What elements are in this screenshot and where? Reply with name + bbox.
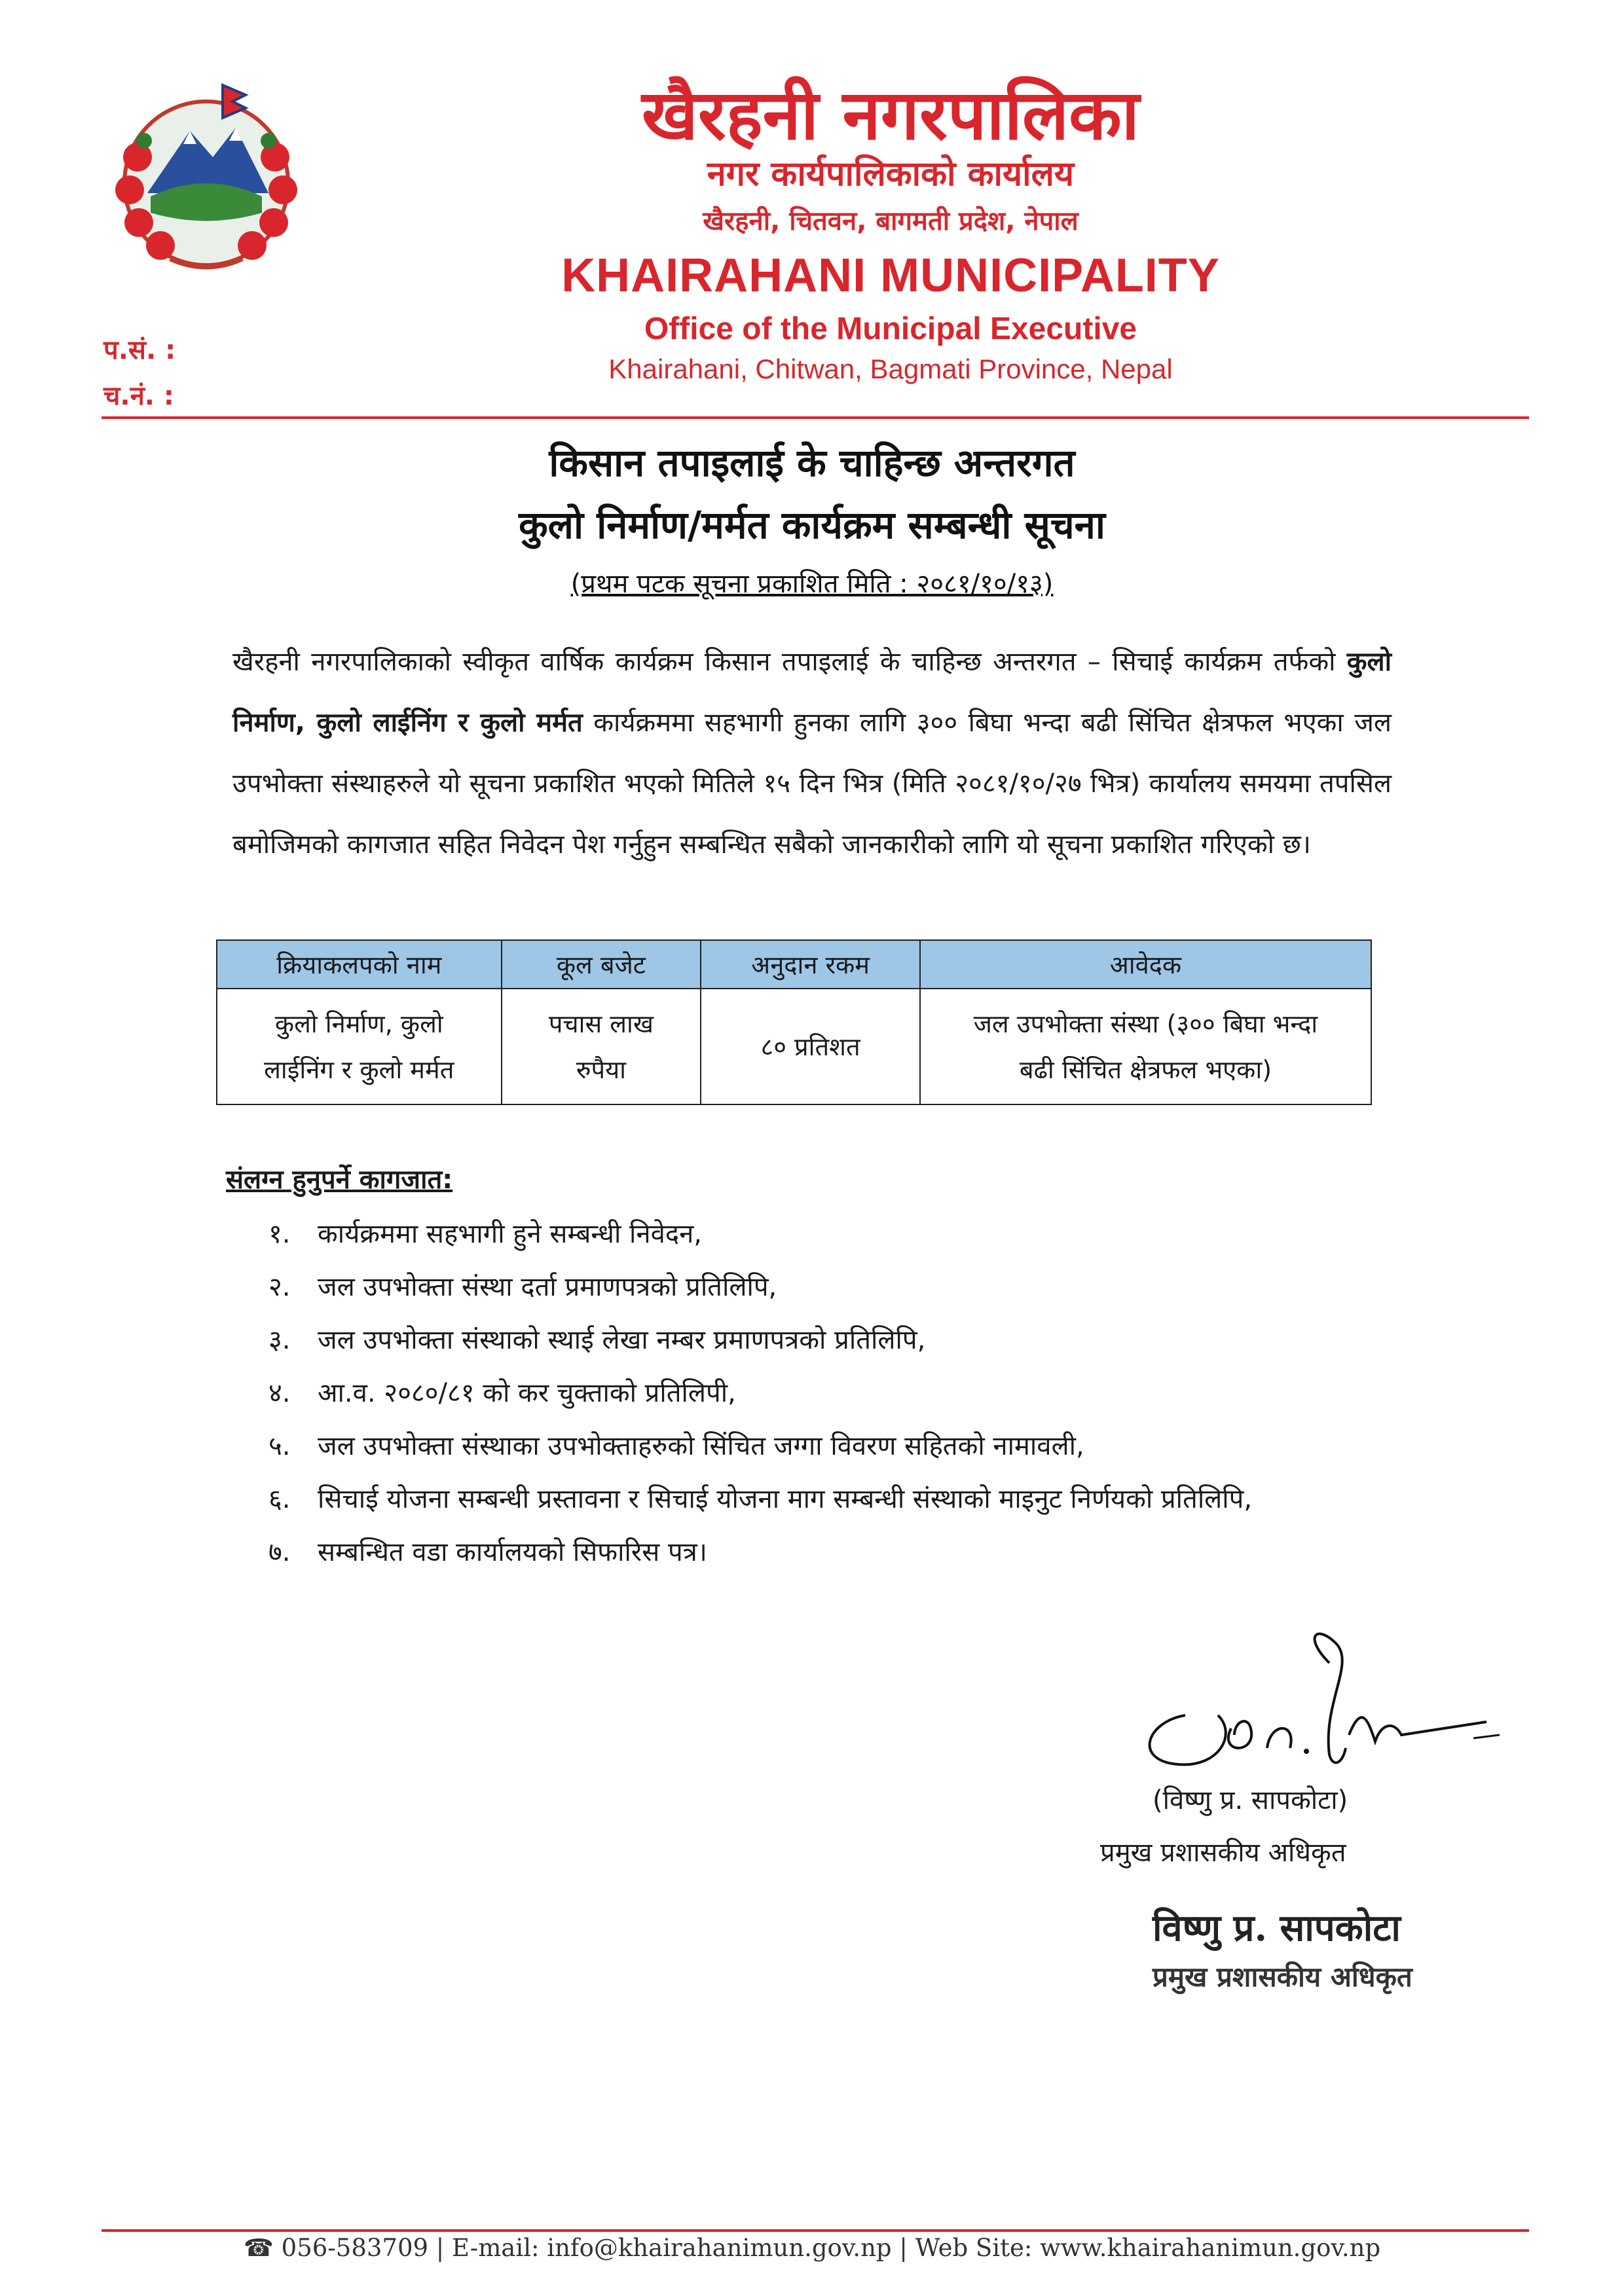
- notice-body: [232, 632, 1392, 875]
- list-item-text: कार्यक्रममा सहभागी हुने सम्बन्धी निवेदन,: [318, 1219, 703, 1249]
- list-item: [268, 1261, 1252, 1314]
- header-divider: [101, 416, 1529, 419]
- post-stamp: प्रमुख प्रशासकीय अधिकृत: [1153, 1961, 1412, 1993]
- list-item: [268, 1420, 1252, 1473]
- list-item: [268, 1473, 1252, 1526]
- footer-divider: [101, 2229, 1529, 2232]
- applicant-line2: बढी सिंचित क्षेत्रफल भएका): [1019, 1055, 1272, 1084]
- dispatch-number-label: च.नं. :: [103, 381, 174, 411]
- program-table: [216, 939, 1372, 1105]
- signatory-post: प्रमुख प्रशासकीय अधिकृत: [1100, 1838, 1346, 1868]
- attachments-heading: संलग्न हुनुपर्ने कागजात:: [226, 1165, 453, 1195]
- activity-line2: लाईनिंग र कुलो मर्मत: [264, 1055, 454, 1084]
- list-item-number: ६.: [268, 1484, 291, 1514]
- notice-body-part2: कार्यक्रममा सहभागी हुनका लागि ३०० बिघा भन्दा बढी सिंचित क्षेत्रफल भएका जल उपभोक्ता संस्थाहरुले यो सूचना प्रकाशित भएको मितिले १५ दिन भित्र (मिति २०८१/१०/२७ भित्र) कार्यालय समयमा तपसिल बमोजिमको कागजात सहित निवेदन पेश गर्नुहुन सम्बन्धित सबैको जानकारीको लागि यो सूचना प्रकाशित गरिएको छ।: [232, 708, 1392, 860]
- cell-budget: [502, 989, 701, 1104]
- budget-line2: रुपैया: [576, 1055, 626, 1084]
- name-stamp: विष्णु प्र. सापकोटा: [1153, 1906, 1401, 1950]
- notice-title-line2: कुलो निर्माण/मर्मत कार्यक्रम सम्बन्धी सूचना: [519, 503, 1105, 547]
- publish-date: [0, 564, 1624, 600]
- cell-grant: ८० प्रतिशत: [701, 989, 920, 1104]
- list-item: [268, 1526, 1252, 1579]
- office-name-np: नगर कार्यपालिकाको कार्यालय: [707, 155, 1075, 194]
- header-budget: कूल बजेट: [502, 940, 701, 989]
- list-item-text: जल उपभोक्ता संस्थाको स्थाई लेखा नम्बर प्रमाणपत्रको प्रतिलिपि,: [318, 1325, 926, 1355]
- list-item-text: जल उपभोक्ता संस्था दर्ता प्रमाणपत्रको प्रतिलिपि,: [318, 1272, 777, 1302]
- list-item-text: सिचाई योजना सम्बन्धी प्रस्तावना र सिचाई योजना माग सम्बन्धी संस्थाको माइनुट निर्णयको प्रतिलिपि,: [318, 1484, 1253, 1514]
- cell-activity: [217, 989, 502, 1104]
- list-item: [268, 1367, 1252, 1420]
- signature-image: [1107, 1624, 1539, 1774]
- list-item: [268, 1208, 1252, 1261]
- header-applicant: आवेदक: [920, 940, 1371, 989]
- table-row: [217, 989, 1371, 1104]
- municipality-name-en: KHAIRAHANI MUNICIPALITY: [561, 249, 1220, 302]
- list-item-number: ७.: [268, 1537, 291, 1567]
- list-item-number: ३.: [268, 1325, 291, 1355]
- list-item-number: ४.: [268, 1378, 291, 1408]
- activity-line1: कुलो निर्माण, कुलो: [274, 1009, 443, 1038]
- list-item-text: जल उपभोक्ता संस्थाका उपभोक्ताहरुको सिंचित जग्गा विवरण सहितको नामावली,: [318, 1431, 1084, 1461]
- notice-body-bold: कुलो निर्माण, कुलो लाईनिंग र कुलो मर्मत: [232, 647, 1392, 738]
- signatory-name: (विष्णु प्र. सापकोटा): [1153, 1785, 1348, 1815]
- notice-body-part1: खैरहनी नगरपालिकाको स्वीकृत वार्षिक कार्यक्रम किसान तपाइलाई के चाहिन्छ अन्तरगत – सिचाई कार्यक्रम तर्फको: [232, 647, 1347, 677]
- cell-applicant: [920, 989, 1371, 1104]
- nepal-emblem-icon: [98, 72, 314, 282]
- list-item-text: सम्बन्धित वडा कार्यालयको सिफारिस पत्र।: [318, 1537, 707, 1567]
- list-item-number: ५.: [268, 1431, 291, 1461]
- office-name-en: Office of the Municipal Executive: [644, 312, 1137, 346]
- header-activity: क्रियाकलपको नाम: [217, 940, 502, 989]
- header-grant: अनुदान रकम: [701, 940, 920, 989]
- applicant-line1: जल उपभोक्ता संस्था (३०० बिघा भन्दा: [973, 1009, 1318, 1038]
- municipality-name-np: खैरहनी नगरपालिका: [641, 74, 1139, 155]
- list-item-number: १.: [268, 1219, 291, 1249]
- table-header-row: [217, 940, 1371, 989]
- budget-line1: पचास लाख: [548, 1009, 654, 1038]
- address-np: खैरहनी, चितवन, बागमती प्रदेश, नेपाल: [703, 206, 1079, 236]
- list-item-number: २.: [268, 1272, 291, 1302]
- attachments-list: [268, 1208, 1252, 1579]
- publish-date-text: (प्रथम पटक सूचना प्रकाशित मिति : २०८१/१०/१३): [570, 569, 1054, 599]
- notice-title-line1: किसान तपाइलाई के चाहिन्छ अन्तरगत: [549, 441, 1075, 485]
- list-item-text: आ.व. २०८०/८१ को कर चुक्ताको प्रतिलिपी,: [318, 1378, 736, 1408]
- reference-number-label: प.सं. :: [103, 335, 176, 365]
- address-en: Khairahani, Chitwan, Bagmati Province, Nepal: [608, 354, 1173, 384]
- list-item: [268, 1314, 1252, 1367]
- footer-contact: ☎ 056-583709 | E-mail: info@khairahanimun.gov.np | Web Site: www.khairahanimun.gov.np: [243, 2234, 1381, 2262]
